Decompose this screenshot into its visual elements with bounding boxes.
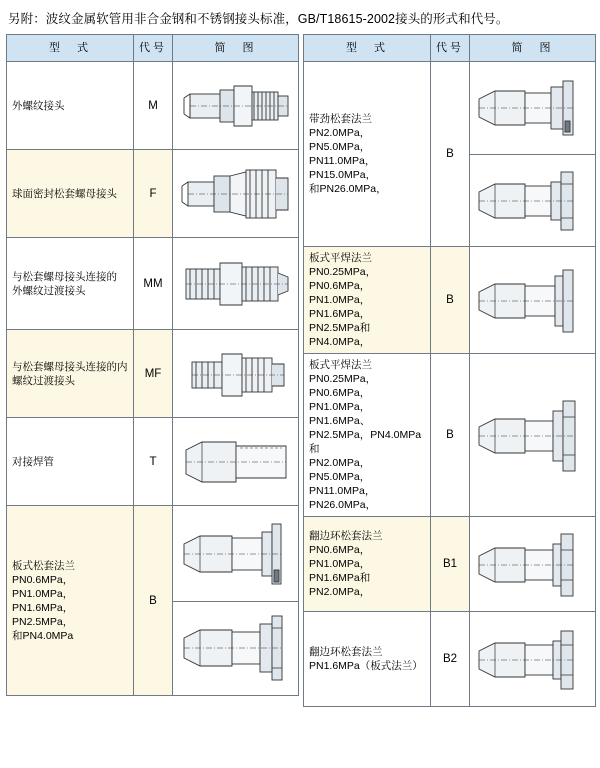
header-code: 代号 bbox=[431, 35, 470, 62]
row-type-cell bbox=[7, 418, 134, 506]
ribbed-loose-flange-drawing-bottom bbox=[473, 158, 593, 244]
header-type: 型 式 bbox=[7, 35, 134, 62]
table-row bbox=[304, 62, 596, 247]
row-type-cell bbox=[7, 330, 134, 418]
type-line: PN0.6MPa，PN1.0MPa， bbox=[12, 573, 74, 600]
row-type-cell bbox=[304, 517, 431, 612]
lap-joint-loose-flange-plate-drawing bbox=[470, 612, 596, 707]
row-code-cell: B bbox=[431, 247, 470, 354]
type-line: 外螺纹接头 bbox=[12, 99, 65, 112]
page-title: 另附：波纹金属软管用非合金钢和不锈钢接头标准，GB/T18615-2002接头的形式和代号。 bbox=[8, 12, 509, 26]
type-line: PN1.0MPa，PN1.6MPa、 bbox=[309, 401, 371, 427]
table-row bbox=[7, 62, 299, 150]
row-type-cell bbox=[7, 238, 134, 330]
row-code-cell: B bbox=[431, 354, 470, 517]
table-row bbox=[7, 506, 299, 696]
type-line: 对接焊管 bbox=[12, 455, 54, 468]
type-line: 翻边环松套法兰 bbox=[309, 530, 383, 542]
header-figure: 简 图 bbox=[470, 35, 596, 62]
type-line: 与松套螺母接头连接的内 bbox=[12, 360, 128, 373]
table-row bbox=[7, 330, 299, 418]
table-row bbox=[304, 247, 596, 354]
type-line: 带劲松套法兰 bbox=[309, 113, 372, 125]
table-row bbox=[7, 418, 299, 506]
male-thread-transition-fitting-drawing bbox=[173, 238, 299, 330]
type-line: 板式松套法兰 bbox=[12, 559, 75, 572]
row-code-cell: M bbox=[134, 62, 173, 150]
row-code-cell: MM bbox=[134, 238, 173, 330]
type-line: PN11.0MPa，PN26.0MPa， bbox=[309, 485, 377, 511]
type-line: 和PN26.0MPa， bbox=[309, 183, 387, 195]
butt-weld-pipe-drawing bbox=[173, 418, 299, 506]
type-line: 与松套螺母接头连接的 bbox=[12, 270, 117, 283]
plate-flat-welding-flange-drawing bbox=[470, 247, 596, 354]
type-line: PN1.6MPa和PN2.0MPa， bbox=[309, 572, 371, 598]
row-code-cell: B1 bbox=[431, 517, 470, 612]
type-line: 板式平焊法兰 bbox=[309, 252, 372, 264]
plate-loose-flange-drawing-top bbox=[176, 510, 296, 598]
header-figure: 简 图 bbox=[173, 35, 299, 62]
type-line: PN0.6MPa，PN1.0MPa， bbox=[309, 544, 371, 570]
type-line: PN0.25MPa，PN0.6MPa， bbox=[309, 373, 377, 399]
row-type-cell bbox=[304, 62, 431, 247]
type-line: PN1.6MPa，PN2.5MPa， bbox=[12, 601, 74, 628]
row-type-cell bbox=[304, 612, 431, 707]
table-header-row bbox=[304, 35, 596, 62]
type-line: PN1.0MPa，PN1.6MPa， bbox=[309, 294, 371, 320]
male-thread-fitting-drawing bbox=[173, 62, 299, 150]
type-line: 板式平焊法兰 bbox=[309, 359, 372, 371]
plate-flat-welding-flange-drawing-2 bbox=[470, 354, 596, 517]
row-type-cell bbox=[7, 150, 134, 238]
type-line: PN0.25MPa，PN0.6MPa， bbox=[309, 266, 377, 292]
row-code-cell: B bbox=[431, 62, 470, 247]
type-line: 螺纹过渡接头 bbox=[12, 374, 75, 387]
table-row bbox=[304, 612, 596, 707]
type-line: PN11.0MPa，PN15.0MPa， bbox=[309, 155, 377, 181]
ribbed-loose-flange-drawing bbox=[470, 62, 596, 247]
row-code-cell: T bbox=[134, 418, 173, 506]
type-line: PN2.0MPa，PN5.0MPa， bbox=[309, 457, 371, 483]
table-row bbox=[7, 150, 299, 238]
type-line: PN2.5MPa和PN4.0MPa， bbox=[309, 322, 371, 348]
row-type-cell bbox=[304, 247, 431, 354]
row-code-cell: B bbox=[134, 506, 173, 696]
type-line: 和PN4.0MPa bbox=[12, 629, 74, 642]
ribbed-loose-flange-drawing-top bbox=[473, 65, 593, 151]
spherical-seal-union-nut-fitting-drawing bbox=[173, 150, 299, 238]
fitting-types-table-right bbox=[303, 34, 596, 707]
lap-joint-loose-flange-drawing bbox=[470, 517, 596, 612]
type-line: 外螺纹过渡接头 bbox=[12, 284, 86, 297]
type-line: PN1.6MPa（板式法兰） bbox=[309, 660, 423, 672]
female-thread-transition-fitting-drawing bbox=[173, 330, 299, 418]
type-line: 球面密封松套螺母接头 bbox=[12, 187, 117, 200]
row-code-cell: F bbox=[134, 150, 173, 238]
plate-loose-flange-drawing bbox=[173, 506, 299, 696]
table-row bbox=[7, 238, 299, 330]
row-type-cell bbox=[7, 62, 134, 150]
row-type-cell bbox=[304, 354, 431, 517]
type-line: PN2.0MPa，PN5.0MPa， bbox=[309, 127, 371, 153]
header-type: 型 式 bbox=[304, 35, 431, 62]
row-type-cell bbox=[7, 506, 134, 696]
header-code: 代号 bbox=[134, 35, 173, 62]
type-line: 翻边环松套法兰 bbox=[309, 646, 383, 658]
table-row bbox=[304, 354, 596, 517]
tables-container bbox=[6, 34, 594, 707]
fitting-types-table-left bbox=[6, 34, 299, 696]
table-header-row bbox=[7, 35, 299, 62]
row-code-cell: B2 bbox=[431, 612, 470, 707]
plate-loose-flange-drawing-bottom bbox=[176, 604, 296, 692]
type-line: PN2.5MPa，PN4.0MPa和 bbox=[309, 429, 422, 455]
table-row bbox=[304, 517, 596, 612]
row-code-cell: MF bbox=[134, 330, 173, 418]
